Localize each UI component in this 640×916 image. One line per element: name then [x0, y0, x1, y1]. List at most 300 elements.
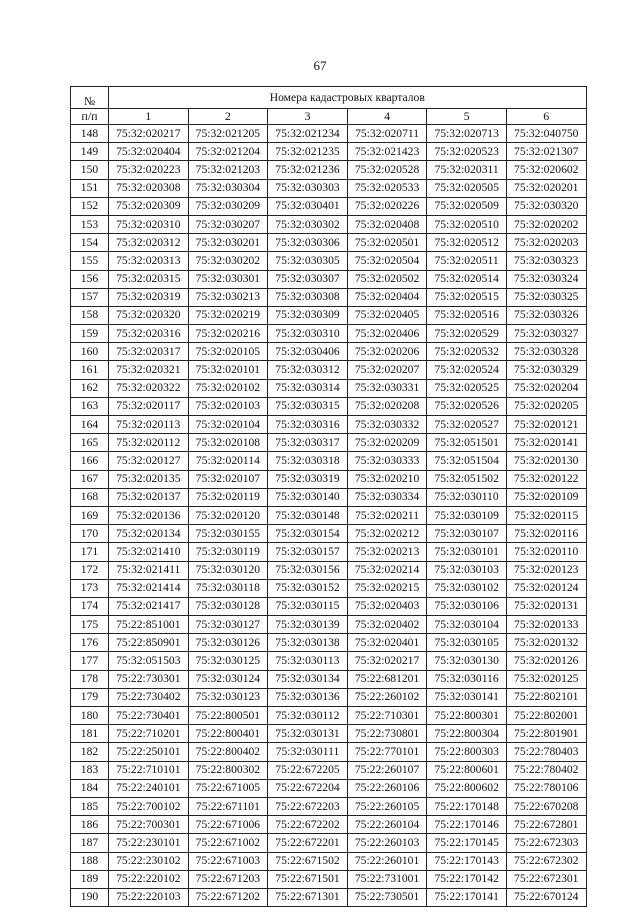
cadastral-number-cell: 75:22:780106 — [506, 779, 586, 797]
cadastral-number-cell: 75:32:030128 — [188, 597, 268, 615]
cadastral-number-cell: 75:32:030328 — [506, 343, 586, 361]
cadastral-number-cell: 75:32:030148 — [268, 506, 348, 524]
table-row — [71, 852, 587, 870]
cadastral-number-cell: 75:32:020135 — [109, 470, 189, 488]
cadastral-number-cell: 75:32:030331 — [347, 379, 427, 397]
cadastral-number-cell: 75:32:040750 — [506, 125, 586, 143]
table-row — [71, 252, 587, 270]
row-number-cell: 175 — [71, 616, 109, 634]
cadastral-number-cell: 75:32:030139 — [268, 616, 348, 634]
cadastral-number-cell: 75:32:020533 — [347, 179, 427, 197]
table-row — [71, 688, 587, 706]
cadastral-number-cell: 75:32:020713 — [427, 125, 507, 143]
cadastral-number-cell: 75:32:020312 — [109, 234, 189, 252]
cadastral-number-cell: 75:22:170142 — [427, 870, 507, 888]
cadastral-number-cell: 75:32:051504 — [427, 452, 507, 470]
cadastral-number-cell: 75:22:802101 — [506, 688, 586, 706]
cadastral-number-cell: 75:32:020107 — [188, 470, 268, 488]
cadastral-number-cell: 75:32:030401 — [268, 197, 348, 215]
cadastral-number-cell: 75:32:021414 — [109, 579, 189, 597]
cadastral-number-cell: 75:32:030406 — [268, 343, 348, 361]
cadastral-number-cell: 75:32:020127 — [109, 452, 189, 470]
table-row — [71, 234, 587, 252]
cadastral-number-cell: 75:22:670124 — [506, 888, 586, 906]
cadastral-number-cell: 75:32:021423 — [347, 143, 427, 161]
cadastral-number-cell: 75:32:030303 — [268, 179, 348, 197]
cadastral-number-cell: 75:32:030109 — [427, 506, 507, 524]
cadastral-number-cell: 75:32:030316 — [268, 416, 348, 434]
cadastral-number-cell: 75:32:030318 — [268, 452, 348, 470]
cadastral-number-cell: 75:22:710101 — [109, 761, 189, 779]
cadastral-number-cell: 75:22:170141 — [427, 888, 507, 906]
cadastral-number-cell: 75:32:020322 — [109, 379, 189, 397]
cadastral-number-cell: 75:32:020223 — [109, 161, 189, 179]
cadastral-number-cell: 75:22:671301 — [268, 888, 348, 906]
cadastral-number-cell: 75:22:230102 — [109, 852, 189, 870]
cadastral-number-cell: 75:22:671202 — [188, 888, 268, 906]
table-row — [71, 725, 587, 743]
cadastral-number-cell: 75:22:671006 — [188, 816, 268, 834]
cadastral-number-cell: 75:22:780402 — [506, 761, 586, 779]
cadastral-number-cell: 75:32:020527 — [427, 416, 507, 434]
cadastral-number-cell: 75:32:020602 — [506, 161, 586, 179]
cadastral-number-cell: 75:22:802001 — [506, 707, 586, 725]
table-row — [71, 597, 587, 615]
cadastral-number-cell: 75:32:020134 — [109, 525, 189, 543]
row-number-cell: 170 — [71, 525, 109, 543]
cadastral-number-cell: 75:22:851001 — [109, 616, 189, 634]
cadastral-number-cell: 75:32:020321 — [109, 361, 189, 379]
cadastral-number-cell: 75:32:020525 — [427, 379, 507, 397]
cadastral-number-cell: 75:22:700102 — [109, 797, 189, 815]
cadastral-number-cell: 75:32:020105 — [188, 343, 268, 361]
table-row — [71, 379, 587, 397]
row-number-cell: 152 — [71, 197, 109, 215]
row-number-cell: 171 — [71, 543, 109, 561]
row-number-cell: 180 — [71, 707, 109, 725]
cadastral-number-cell: 75:32:020211 — [347, 506, 427, 524]
cadastral-number-cell: 75:32:020532 — [427, 343, 507, 361]
cadastral-number-cell: 75:32:021236 — [268, 161, 348, 179]
cadastral-number-cell: 75:22:672203 — [268, 797, 348, 815]
cadastral-number-cell: 75:32:020114 — [188, 452, 268, 470]
row-number-cell: 178 — [71, 670, 109, 688]
cadastral-number-cell: 75:32:030324 — [506, 270, 586, 288]
cadastral-number-cell: 75:32:021234 — [268, 125, 348, 143]
cadastral-number-cell: 75:22:800303 — [427, 743, 507, 761]
cadastral-number-cell: 75:32:020512 — [427, 234, 507, 252]
table-row — [71, 288, 587, 306]
cadastral-number-cell: 75:32:030305 — [268, 252, 348, 270]
row-number-cell: 148 — [71, 125, 109, 143]
cadastral-number-cell: 75:32:020219 — [188, 306, 268, 324]
cadastral-number-cell: 75:32:020126 — [506, 652, 586, 670]
cadastral-number-cell: 75:32:020207 — [347, 361, 427, 379]
cadastral-number-cell: 75:22:260103 — [347, 834, 427, 852]
cadastral-number-cell: 75:32:030334 — [347, 488, 427, 506]
cadastral-number-cell: 75:22:220103 — [109, 888, 189, 906]
cadastral-number-cell: 75:32:020213 — [347, 543, 427, 561]
cadastral-quarters-table — [70, 86, 587, 907]
cadastral-number-cell: 75:32:020205 — [506, 397, 586, 415]
cadastral-number-cell: 75:32:030307 — [268, 270, 348, 288]
cadastral-number-cell: 75:32:030209 — [188, 197, 268, 215]
cadastral-number-cell: 75:32:020116 — [506, 525, 586, 543]
header-col-3: 3 — [268, 109, 348, 125]
header-col-5: 5 — [427, 109, 507, 125]
cadastral-number-cell: 75:32:021203 — [188, 161, 268, 179]
cadastral-number-cell: 75:32:030213 — [188, 288, 268, 306]
cadastral-number-cell: 75:32:030104 — [427, 616, 507, 634]
cadastral-number-cell: 75:32:030141 — [427, 688, 507, 706]
row-number-cell: 176 — [71, 634, 109, 652]
cadastral-number-cell: 75:32:030323 — [506, 252, 586, 270]
cadastral-number-cell: 75:32:030207 — [188, 215, 268, 233]
row-number-cell: 150 — [71, 161, 109, 179]
cadastral-number-cell: 75:32:030312 — [268, 361, 348, 379]
cadastral-number-cell: 75:32:030116 — [427, 670, 507, 688]
cadastral-number-cell: 75:32:020408 — [347, 215, 427, 233]
cadastral-number-cell: 75:22:801901 — [506, 725, 586, 743]
cadastral-number-cell: 75:32:030327 — [506, 325, 586, 343]
cadastral-number-cell: 75:32:020402 — [347, 616, 427, 634]
cadastral-number-cell: 75:32:020308 — [109, 179, 189, 197]
cadastral-number-cell: 75:32:020523 — [427, 143, 507, 161]
row-number-cell: 160 — [71, 343, 109, 361]
cadastral-number-cell: 75:32:020406 — [347, 325, 427, 343]
row-number-cell: 185 — [71, 797, 109, 815]
cadastral-number-cell: 75:22:800401 — [188, 725, 268, 743]
cadastral-number-cell: 75:32:030302 — [268, 215, 348, 233]
cadastral-number-cell: 75:32:020405 — [347, 306, 427, 324]
header-col-2: 2 — [188, 109, 268, 125]
table-row — [71, 488, 587, 506]
cadastral-number-cell: 75:22:780403 — [506, 743, 586, 761]
cadastral-number-cell: 75:22:170148 — [427, 797, 507, 815]
table-row — [71, 525, 587, 543]
cadastral-number-cell: 75:32:020136 — [109, 506, 189, 524]
table-row — [71, 452, 587, 470]
row-number-cell: 158 — [71, 306, 109, 324]
cadastral-number-cell: 75:22:800601 — [427, 761, 507, 779]
header-col-6: 6 — [506, 109, 586, 125]
cadastral-number-cell: 75:22:671002 — [188, 834, 268, 852]
cadastral-number-cell: 75:32:020104 — [188, 416, 268, 434]
cadastral-number-cell: 75:32:020310 — [109, 215, 189, 233]
table-row — [71, 543, 587, 561]
cadastral-number-cell: 75:32:020215 — [347, 579, 427, 597]
row-number-cell: 181 — [71, 725, 109, 743]
cadastral-number-cell: 75:22:230101 — [109, 834, 189, 852]
cadastral-number-cell: 75:32:020404 — [347, 288, 427, 306]
cadastral-number-cell: 75:32:020124 — [506, 579, 586, 597]
cadastral-number-cell: 75:32:030106 — [427, 597, 507, 615]
cadastral-number-cell: 75:32:020505 — [427, 179, 507, 197]
cadastral-number-cell: 75:32:020502 — [347, 270, 427, 288]
cadastral-number-cell: 75:32:020216 — [188, 325, 268, 343]
table-row — [71, 743, 587, 761]
cadastral-number-cell: 75:22:250101 — [109, 743, 189, 761]
cadastral-number-cell: 75:32:020201 — [506, 179, 586, 197]
table-body — [71, 125, 587, 907]
cadastral-number-cell: 75:32:030326 — [506, 306, 586, 324]
cadastral-number-cell: 75:22:260102 — [347, 688, 427, 706]
cadastral-number-cell: 75:32:030157 — [268, 543, 348, 561]
cadastral-number-cell: 75:32:030119 — [188, 543, 268, 561]
table-row — [71, 306, 587, 324]
cadastral-number-cell: 75:22:260107 — [347, 761, 427, 779]
cadastral-number-cell: 75:32:020119 — [188, 488, 268, 506]
table-row — [71, 707, 587, 725]
table-row — [71, 215, 587, 233]
cadastral-number-cell: 75:22:672301 — [506, 870, 586, 888]
cadastral-number-cell: 75:32:020133 — [506, 616, 586, 634]
cadastral-number-cell: 75:32:020109 — [506, 488, 586, 506]
cadastral-number-cell: 75:22:800501 — [188, 707, 268, 725]
cadastral-number-cell: 75:22:672303 — [506, 834, 586, 852]
cadastral-number-cell: 75:32:030315 — [268, 397, 348, 415]
table-row — [71, 397, 587, 415]
cadastral-number-cell: 75:22:170145 — [427, 834, 507, 852]
row-number-cell: 190 — [71, 888, 109, 906]
cadastral-number-cell: 75:32:021205 — [188, 125, 268, 143]
cadastral-number-cell: 75:32:051501 — [427, 434, 507, 452]
table-row — [71, 579, 587, 597]
cadastral-number-cell: 75:32:030112 — [268, 707, 348, 725]
cadastral-number-cell: 75:32:020208 — [347, 397, 427, 415]
cadastral-number-cell: 75:32:020131 — [506, 597, 586, 615]
header-col-4: 4 — [347, 109, 427, 125]
cadastral-number-cell: 75:32:021417 — [109, 597, 189, 615]
cadastral-number-cell: 75:22:170146 — [427, 816, 507, 834]
cadastral-number-cell: 75:22:672201 — [268, 834, 348, 852]
cadastral-number-cell: 75:32:021410 — [109, 543, 189, 561]
cadastral-number-cell: 75:32:020217 — [109, 125, 189, 143]
cadastral-number-cell: 75:22:220102 — [109, 870, 189, 888]
table-row — [71, 616, 587, 634]
row-number-cell: 164 — [71, 416, 109, 434]
cadastral-number-cell: 75:32:030152 — [268, 579, 348, 597]
row-number-cell: 156 — [71, 270, 109, 288]
row-number-cell: 159 — [71, 325, 109, 343]
cadastral-number-cell: 75:32:030332 — [347, 416, 427, 434]
row-number-cell: 169 — [71, 506, 109, 524]
cadastral-number-cell: 75:32:020524 — [427, 361, 507, 379]
cadastral-number-cell: 75:32:020101 — [188, 361, 268, 379]
row-number-cell: 177 — [71, 652, 109, 670]
cadastral-number-cell: 75:22:770101 — [347, 743, 427, 761]
cadastral-number-cell: 75:22:710301 — [347, 707, 427, 725]
table-row — [71, 652, 587, 670]
table-row — [71, 506, 587, 524]
row-number-cell: 163 — [71, 397, 109, 415]
row-number-cell: 174 — [71, 597, 109, 615]
cadastral-number-cell: 75:22:800301 — [427, 707, 507, 725]
cadastral-number-cell: 75:32:030111 — [268, 743, 348, 761]
cadastral-number-cell: 75:22:260104 — [347, 816, 427, 834]
cadastral-number-cell: 75:32:030304 — [188, 179, 268, 197]
cadastral-number-cell: 75:32:030301 — [188, 270, 268, 288]
cadastral-number-cell: 75:32:030102 — [427, 579, 507, 597]
cadastral-number-cell: 75:32:030124 — [188, 670, 268, 688]
row-number-cell: 182 — [71, 743, 109, 761]
cadastral-number-cell: 75:32:030317 — [268, 434, 348, 452]
cadastral-number-cell: 75:32:020316 — [109, 325, 189, 343]
cadastral-number-cell: 75:32:020132 — [506, 634, 586, 652]
cadastral-number-cell: 75:32:030131 — [268, 725, 348, 743]
cadastral-number-cell: 75:32:030138 — [268, 634, 348, 652]
cadastral-number-cell: 75:32:020515 — [427, 288, 507, 306]
cadastral-number-cell: 75:22:260101 — [347, 852, 427, 870]
row-number-cell: 186 — [71, 816, 109, 834]
cadastral-number-cell: 75:32:020210 — [347, 470, 427, 488]
cadastral-number-cell: 75:32:021307 — [506, 143, 586, 161]
row-number-cell: 179 — [71, 688, 109, 706]
cadastral-number-cell: 75:22:672202 — [268, 816, 348, 834]
table-row — [71, 779, 587, 797]
cadastral-number-cell: 75:32:030107 — [427, 525, 507, 543]
cadastral-number-cell: 75:32:020319 — [109, 288, 189, 306]
cadastral-number-cell: 75:32:020141 — [506, 434, 586, 452]
row-number-cell: 167 — [71, 470, 109, 488]
cadastral-number-cell: 75:22:672204 — [268, 779, 348, 797]
cadastral-number-cell: 75:32:020311 — [427, 161, 507, 179]
cadastral-number-cell: 75:32:020115 — [506, 506, 586, 524]
cadastral-number-cell: 75:32:020206 — [347, 343, 427, 361]
cadastral-number-cell: 75:32:020113 — [109, 416, 189, 434]
cadastral-number-cell: 75:32:030319 — [268, 470, 348, 488]
cadastral-number-cell: 75:32:020108 — [188, 434, 268, 452]
cadastral-number-cell: 75:22:240101 — [109, 779, 189, 797]
row-number-cell: 166 — [71, 452, 109, 470]
cadastral-number-cell: 75:32:020313 — [109, 252, 189, 270]
cadastral-number-cell: 75:32:030154 — [268, 525, 348, 543]
header-col-1: 1 — [109, 109, 189, 125]
cadastral-number-cell: 75:32:020110 — [506, 543, 586, 561]
table-row — [71, 143, 587, 161]
table-row — [71, 761, 587, 779]
cadastral-number-cell: 75:32:020103 — [188, 397, 268, 415]
row-number-cell: 154 — [71, 234, 109, 252]
cadastral-number-cell: 75:32:020217 — [347, 652, 427, 670]
cadastral-number-cell: 75:32:020125 — [506, 670, 586, 688]
cadastral-number-cell: 75:32:030136 — [268, 688, 348, 706]
cadastral-number-cell: 75:32:020112 — [109, 434, 189, 452]
cadastral-number-cell: 75:32:020203 — [506, 234, 586, 252]
cadastral-number-cell: 75:32:020510 — [427, 215, 507, 233]
cadastral-number-cell: 75:22:671003 — [188, 852, 268, 870]
cadastral-number-cell: 75:32:030125 — [188, 652, 268, 670]
cadastral-number-cell: 75:22:671101 — [188, 797, 268, 815]
cadastral-number-cell: 75:32:030155 — [188, 525, 268, 543]
table-row — [71, 179, 587, 197]
cadastral-number-cell: 75:32:030202 — [188, 252, 268, 270]
row-number-cell: 188 — [71, 852, 109, 870]
table-row — [71, 416, 587, 434]
table-row — [71, 343, 587, 361]
table-row — [71, 834, 587, 852]
cadastral-number-cell: 75:32:020202 — [506, 215, 586, 233]
cadastral-number-cell: 75:32:020317 — [109, 343, 189, 361]
cadastral-number-cell: 75:32:030103 — [427, 561, 507, 579]
cadastral-number-cell: 75:32:020120 — [188, 506, 268, 524]
cadastral-number-cell: 75:32:020516 — [427, 306, 507, 324]
table-row — [71, 870, 587, 888]
cadastral-number-cell: 75:32:030156 — [268, 561, 348, 579]
row-number-cell: 168 — [71, 488, 109, 506]
header-group-title: Номера кадастровых кварталов — [109, 87, 587, 109]
table-row — [71, 888, 587, 906]
header-number-sub: п/п — [71, 109, 109, 125]
row-number-cell: 183 — [71, 761, 109, 779]
cadastral-number-cell: 75:32:030329 — [506, 361, 586, 379]
table-row — [71, 325, 587, 343]
row-number-cell: 165 — [71, 434, 109, 452]
cadastral-number-cell: 75:32:021235 — [268, 143, 348, 161]
row-number-cell: 161 — [71, 361, 109, 379]
cadastral-number-cell: 75:22:671501 — [268, 870, 348, 888]
row-number-cell: 155 — [71, 252, 109, 270]
header-number-sign: № — [71, 87, 109, 109]
cadastral-number-cell: 75:22:672801 — [506, 816, 586, 834]
cadastral-number-cell: 75:22:800304 — [427, 725, 507, 743]
cadastral-number-cell: 75:22:700301 — [109, 816, 189, 834]
cadastral-number-cell: 75:32:030113 — [268, 652, 348, 670]
cadastral-number-cell: 75:22:170143 — [427, 852, 507, 870]
row-number-cell: 151 — [71, 179, 109, 197]
row-number-cell: 184 — [71, 779, 109, 797]
cadastral-number-cell: 75:32:020529 — [427, 325, 507, 343]
cadastral-number-cell: 75:32:020511 — [427, 252, 507, 270]
cadastral-number-cell: 75:32:020526 — [427, 397, 507, 415]
table-row — [71, 197, 587, 215]
cadastral-number-cell: 75:32:020121 — [506, 416, 586, 434]
cadastral-number-cell: 75:32:020309 — [109, 197, 189, 215]
cadastral-number-cell: 75:22:672302 — [506, 852, 586, 870]
cadastral-number-cell: 75:32:030110 — [427, 488, 507, 506]
cadastral-number-cell: 75:22:260106 — [347, 779, 427, 797]
cadastral-number-cell: 75:22:671502 — [268, 852, 348, 870]
table-row — [71, 561, 587, 579]
row-number-cell: 149 — [71, 143, 109, 161]
cadastral-number-cell: 75:22:670208 — [506, 797, 586, 815]
row-number-cell: 187 — [71, 834, 109, 852]
cadastral-number-cell: 75:22:850901 — [109, 634, 189, 652]
cadastral-number-cell: 75:32:030115 — [268, 597, 348, 615]
cadastral-number-cell: 75:32:051503 — [109, 652, 189, 670]
cadastral-number-cell: 75:32:020528 — [347, 161, 427, 179]
table-row — [71, 434, 587, 452]
table-row — [71, 270, 587, 288]
cadastral-number-cell: 75:32:030118 — [188, 579, 268, 597]
row-number-cell: 173 — [71, 579, 109, 597]
cadastral-number-cell: 75:32:051502 — [427, 470, 507, 488]
table-row — [71, 161, 587, 179]
table-row — [71, 125, 587, 143]
cadastral-number-cell: 75:32:020226 — [347, 197, 427, 215]
cadastral-number-cell: 75:32:020123 — [506, 561, 586, 579]
cadastral-number-cell: 75:32:030320 — [506, 197, 586, 215]
table-row — [71, 634, 587, 652]
cadastral-number-cell: 75:32:020711 — [347, 125, 427, 143]
cadastral-number-cell: 75:32:030120 — [188, 561, 268, 579]
cadastral-number-cell: 75:22:730401 — [109, 707, 189, 725]
cadastral-number-cell: 75:32:020137 — [109, 488, 189, 506]
cadastral-number-cell: 75:32:030134 — [268, 670, 348, 688]
row-number-cell: 189 — [71, 870, 109, 888]
table-row — [71, 361, 587, 379]
cadastral-number-cell: 75:22:800602 — [427, 779, 507, 797]
